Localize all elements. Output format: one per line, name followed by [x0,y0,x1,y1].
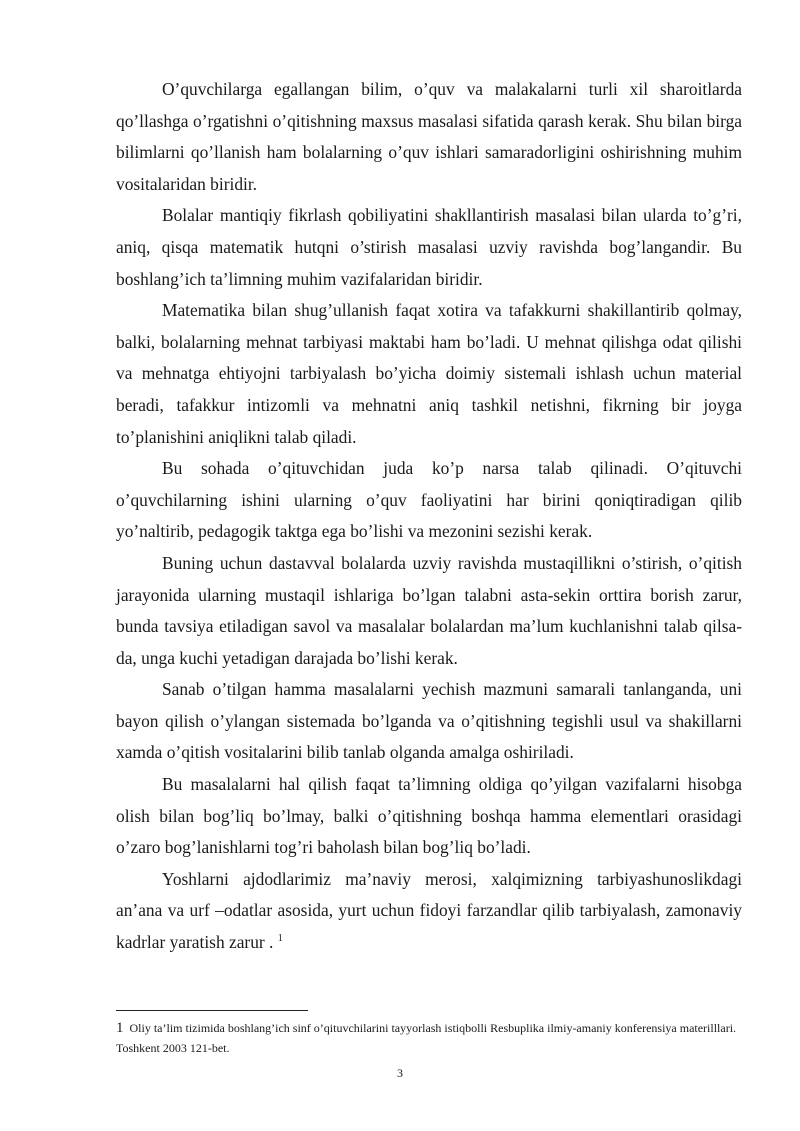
body-text [116,74,742,959]
footnote-separator [116,1010,308,1011]
paragraph-6: Sanab o’tilgan hamma masalalarni yechish mazmuni samarali tanlanganda, uni bayon qilish o’ylangan sistemada bo’lganda va o’qitishning tegishli usul va shakillarni xamda o’qitish vositalarini bilib tanlab olganda amalga oshiriladi. [116,679,742,763]
footnote-number: 1 [116,1020,124,1036]
paragraph-8-text: Yoshlarni ajdodlarimiz ma’naviy merosi, xalqimizning tarbiyashunoslikdagi an’ana va urf –odatlar asosida, yurt uchun fidoyi farzandlar qilib tarbiyalash, zamonaviy kadrlar yaratish zarur . [116,868,742,953]
paragraph-5: Buning uchun dastavval bolalarda uzviy ravishda mustaqillikni o’stirish, o’qitish jarayonida ularning mustaqil ishlariga bo’lgan talabni asta-sekin orttira borish zarur, bunda tavsiya etiladigan savol va masalalar bolalardan ma’lum kuchlanishni talab qilsa-da, unga kuchi yetadigan darajada bo’lishi kerak. [116,552,742,668]
paragraph-7: Bu masalalarni hal qilish faqat ta’limning oldiga qo’yilgan vazifalarni hisobga olish bilan bog’liq bo’lmay, balki o’qitishning boshqa hamma elementlari orasidagi o’zaro bog’lanishlarni tog’ri baholash bilan bog’liq bo’ladi. [116,774,742,858]
footnote-text: Oliy ta’lim tizimida boshlang’ich sinf o’qituvchilarini tayyorlash istiqbolli Resbuplika ilmiy-amaniy konferensiya materilllari. Toshkent 2003 121-bet. [116,1021,737,1055]
footnote-reference[interactable]: 1 [277,933,283,945]
paragraph-4: Bu sohada o’qituvchidan juda ko’p narsa talab qilinadi. O’qituvchi o’quvchilarning ishini ularning o’quv faoliyatini har birini qoniqtiradigan qilib yo’naltirib, pedagogik taktga ega bo’lishi va mezonini sezishi kerak. [116,458,742,542]
paragraph-2: Bolalar mantiqiy fikrlash qobiliyatini shakllantirish masalasi bilan ularda to’g’ri, aniq, qisqa matematik hutqni o’stirish masalasi uzviy ravishda bog’langandir. Bu boshlang’ich ta’limning muhim vazifalaridan biridir. [116,205,742,289]
page-number: 3 [397,1066,403,1080]
paragraph-1: O’quvchilarga egallangan bilim, o’quv va malakalarni turli xil sharoitlarda qo’llashga o’rgatishni o’qitishning maxsus masalasi sifatida qarash kerak. Shu bilan birga bilimlarni qo’llanish ham bolalarning o’quv ishlari samaradorligini oshirishning muhim vositalaridan biridir. [116,79,742,194]
paragraph-3: Matematika bilan shug’ullanish faqat xotira va tafakkurni shakillantirib qolmay, balki, bolalarning mehnat tarbiyasi maktabi ham bo’ladi. U mehnat qilishga odat qilishi va mehnatga ehtiyojni tarbiyalash bo’yicha doimiy sistemali ishlash uchun material beradi, tafakkur intizomli va mehnatni aniq tashkil netishni, fikrning bir joyga to’planishini aniqlikni talab qiladi. [116,300,742,447]
paragraph-8 [116,864,742,959]
footnote [116,1018,742,1058]
